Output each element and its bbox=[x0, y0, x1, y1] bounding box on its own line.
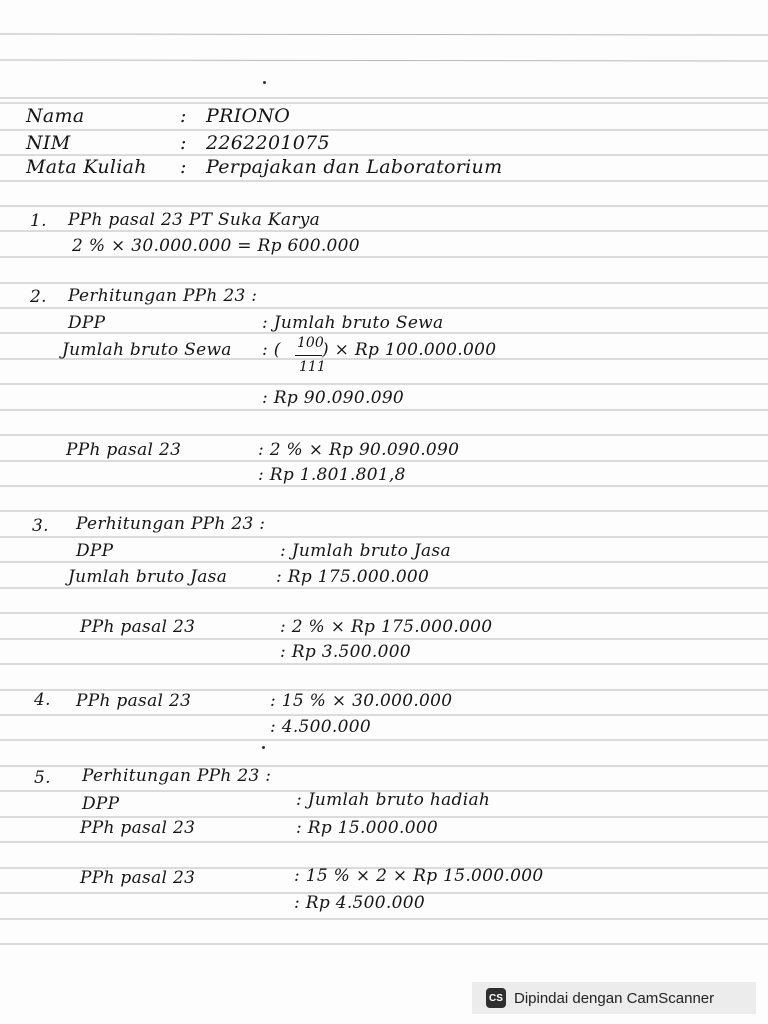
q3-title: Perhitungan PPh 23 : bbox=[76, 514, 266, 534]
q2-bruto-prefix: : ( bbox=[262, 340, 281, 360]
q3-bruto-label: Jumlah bruto Jasa bbox=[68, 567, 228, 587]
q4-calc: : 15 % × 30.000.000 bbox=[270, 691, 453, 711]
nama-label: Nama bbox=[26, 105, 85, 127]
q3-bruto-value: : Rp 175.000.000 bbox=[276, 567, 430, 587]
q2-dpp-label: DPP bbox=[68, 313, 106, 333]
nama-value: PRIONO bbox=[206, 105, 291, 127]
q3-pph-label: PPh pasal 23 bbox=[80, 617, 196, 637]
q5-pph1-value: : Rp 15.000.000 bbox=[296, 818, 439, 838]
q2-bruto-result: : Rp 90.090.090 bbox=[262, 388, 405, 408]
q5-pph2-label: PPh pasal 23 bbox=[80, 868, 196, 888]
camscanner-text: Dipindai dengan CamScanner bbox=[514, 989, 715, 1007]
nim-sep: : bbox=[180, 132, 187, 154]
q2-pph-label: PPh pasal 23 bbox=[66, 440, 182, 460]
q3-dpp-value: : Jumlah bruto Jasa bbox=[280, 541, 451, 561]
q2-bruto-suffix: ) × Rp 100.000.000 bbox=[322, 340, 497, 360]
q5-number: 5. bbox=[34, 768, 51, 788]
q3-pph-result: : Rp 3.500.000 bbox=[280, 642, 411, 662]
q5-dpp-value: : Jumlah bruto hadiah bbox=[296, 790, 491, 810]
camscanner-logo-icon: CS bbox=[486, 988, 506, 1008]
ink-dot bbox=[263, 81, 266, 84]
q2-fraction-denominator: 111 bbox=[299, 359, 326, 375]
q2-fraction-bar bbox=[295, 355, 322, 356]
q1-calc: 2 % × 30.000.000 = Rp 600.000 bbox=[72, 236, 360, 256]
q3-number: 3. bbox=[32, 516, 49, 536]
q2-dpp-value: : Jumlah bruto Sewa bbox=[262, 313, 444, 333]
nim-value: 2262201075 bbox=[206, 132, 330, 154]
camscanner-watermark bbox=[472, 982, 756, 1014]
q5-pph2-result: : Rp 4.500.000 bbox=[294, 893, 425, 913]
q3-dpp-label: DPP bbox=[76, 541, 114, 561]
q2-title: Perhitungan PPh 23 : bbox=[68, 286, 258, 306]
nama-sep: : bbox=[180, 105, 187, 127]
q1-number: 1. bbox=[30, 211, 47, 231]
mata-kuliah-label: Mata Kuliah bbox=[26, 156, 147, 178]
mata-kuliah-value: Perpajakan dan Laboratorium bbox=[206, 156, 503, 178]
q2-pph-calc: : 2 % × Rp 90.090.090 bbox=[258, 440, 460, 460]
q5-title: Perhitungan PPh 23 : bbox=[82, 766, 272, 786]
q2-bruto-label: Jumlah bruto Sewa bbox=[62, 340, 232, 360]
q2-fraction-numerator: 100 bbox=[297, 335, 324, 351]
q2-number: 2. bbox=[30, 287, 47, 307]
q4-result: : 4.500.000 bbox=[270, 717, 371, 737]
mata-kuliah-sep: : bbox=[180, 156, 187, 178]
q1-title: PPh pasal 23 PT Suka Karya bbox=[68, 210, 321, 230]
q4-title: PPh pasal 23 bbox=[76, 691, 192, 711]
nim-label: NIM bbox=[26, 132, 71, 154]
q5-pph2-calc: : 15 % × 2 × Rp 15.000.000 bbox=[294, 866, 544, 886]
ink-dot bbox=[262, 746, 265, 749]
q3-pph-calc: : 2 % × Rp 175.000.000 bbox=[280, 617, 493, 637]
q2-pph-result: : Rp 1.801.801,8 bbox=[258, 465, 406, 485]
q4-number: 4. bbox=[34, 690, 51, 710]
q5-dpp-label: DPP bbox=[82, 794, 120, 814]
q5-pph1-label: PPh pasal 23 bbox=[80, 818, 196, 838]
